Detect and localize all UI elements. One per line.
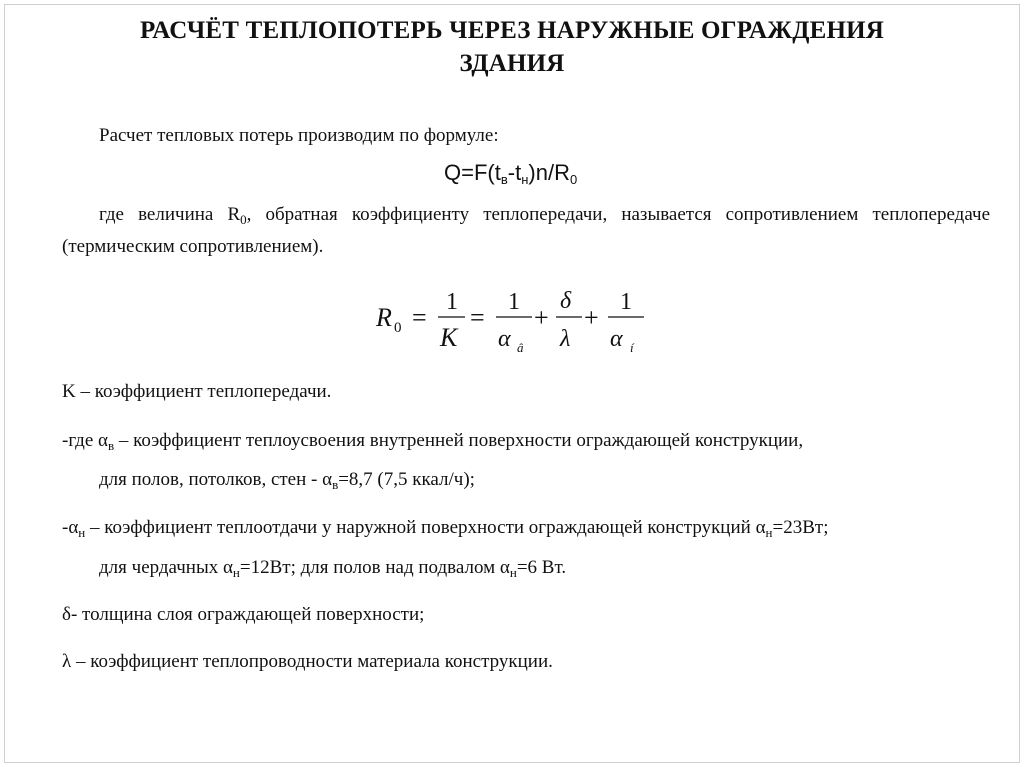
def-alpha-v: -где $\alpha_в$ – коэффициент теплоусвоения внутренней поверхности ограждающей конструкции, (62, 430, 804, 453)
formula-eq-1: = (412, 303, 427, 332)
formula-alpha-1: α (498, 326, 511, 352)
heat-loss-formula: $Q=F(t_в-t_н)n/R_0$ (444, 160, 578, 187)
resistance-formula (372, 282, 672, 362)
intro-text: Расчет тепловых потерь производим по формуле: (99, 125, 499, 146)
formula-delta: δ (560, 288, 572, 314)
title-line-1: РАСЧЁТ ТЕПЛОПОТЕРЬ ЧЕРЕЗ НАРУЖНЫЕ ОГРАЖДЕНИЯ (139, 17, 885, 44)
def-alpha-n: $-\alpha_н$ – коэффициент теплоотдачи у наружной поверхности ограждающей конструкций $\alpha_н=23Вт$; (62, 517, 829, 540)
formula-alpha-2-sub: í (630, 340, 634, 355)
def-alpha-v-values: для полов, потолков, стен - $\alpha_в=8,7$ (7,5 ккал/ч); (99, 469, 475, 492)
formula-r: R (376, 303, 392, 332)
def-alpha-n-values: для чердачных $\alpha_н=12Вт$; для полов над подвалом $\alpha_н=6$ Вт. (99, 557, 567, 580)
formula-lambda: λ (560, 326, 571, 352)
def-k: K – коэффициент теплопередачи. (62, 381, 332, 402)
formula-one-1: 1 (446, 289, 458, 315)
formula-one-2: 1 (508, 289, 520, 315)
slide-title (0, 14, 1024, 80)
formula-k: K (440, 323, 458, 352)
formula-plus-1: + (534, 303, 549, 332)
def-delta: δ- толщина слоя ограждающей поверхности; (62, 604, 425, 625)
title-line-2: ЗДАНИЯ (459, 50, 565, 77)
formula-alpha-1-sub: â (517, 340, 524, 355)
formula-r-sub: 0 (394, 320, 402, 336)
formula-one-3: 1 (620, 289, 632, 315)
formula-eq-2: = (470, 303, 485, 332)
resistance-description: где величина $R_0$, обратная коэффициенту теплопередачи, называется сопротивлением теплопередаче (термическим сопротивлением). (62, 204, 990, 257)
formula-alpha-2: α (610, 326, 623, 352)
formula-plus-2: + (584, 303, 599, 332)
def-lambda: λ – коэффициент теплопроводности материала конструкции. (62, 651, 553, 672)
